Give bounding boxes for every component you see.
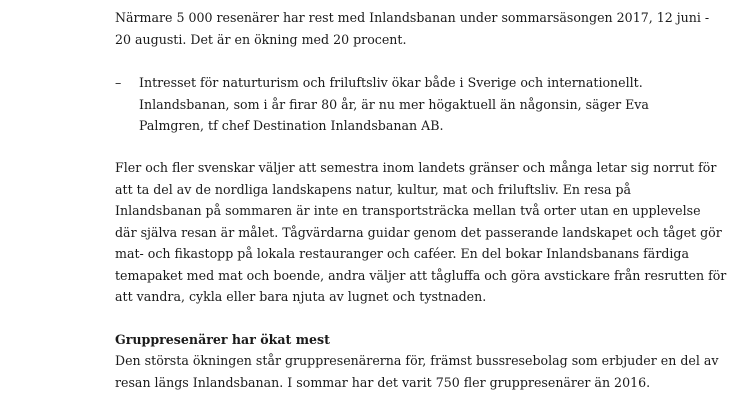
body-line: att ta del av de nordliga landskapens natur, kultur, mat och friluftsliv. En resa på: [115, 181, 632, 197]
section-heading-text: Gruppresenärer har ökat mest: [115, 332, 330, 347]
section-line: Den största ökningen står gruppresenärerna för, främst bussresebolag som erbjuder en del av: [115, 353, 719, 368]
body-line: mat- och fikastopp på lokala restauranger och caféer. En del bokar Inlandsbanans färdiga: [115, 246, 689, 261]
body-line: temapaket med mat och boende, andra väljer att tågluffa och göra avstickare från resrutten för: [115, 267, 727, 283]
intro-line: 20 augusti. Det är en ökning med 20 procent.: [115, 31, 407, 47]
section-line: resan längs Inlandsbanan. I sommar har det varit 750 fler gruppresenärer än 2016.: [115, 374, 651, 390]
quote-line: Palmgren, tf chef Destination Inlandsbanan AB.: [139, 118, 444, 133]
dash-bullet: –: [115, 75, 122, 90]
body-paragraph: [115, 157, 727, 308]
quote-line: Intresset för naturturism och friluftsliv ökar både i Sverige och internationellt.: [139, 75, 643, 90]
body-line: Inlandsbanan på sommaren är inte en transportsträcka mellan två orter utan en upplevelse: [115, 203, 701, 218]
section-paragraph: [115, 350, 719, 393]
intro-line: Närmare 5 000 resenärer har rest med Inlandsbanan under sommarsäsongen 2017, 12 juni -: [115, 10, 710, 25]
body-line: Fler och fler svenskar väljer att semestra inom landets gränser och många letar sig norrut för: [115, 160, 717, 175]
body-line: där själva resan är målet. Tågvärdarna guidar genom det passerande landskapet och tåget gör: [115, 224, 722, 240]
section-heading: [115, 329, 715, 351]
quote-text: [139, 72, 649, 137]
body-line: att vandra, cykla eller bara njuta av lugnet och tystnaden.: [115, 289, 487, 304]
intro-paragraph: [115, 7, 715, 50]
quote-line: Inlandsbanan, som i år firar 80 år, är nu mer högaktuell än någonsin, säger Eva: [139, 96, 649, 112]
